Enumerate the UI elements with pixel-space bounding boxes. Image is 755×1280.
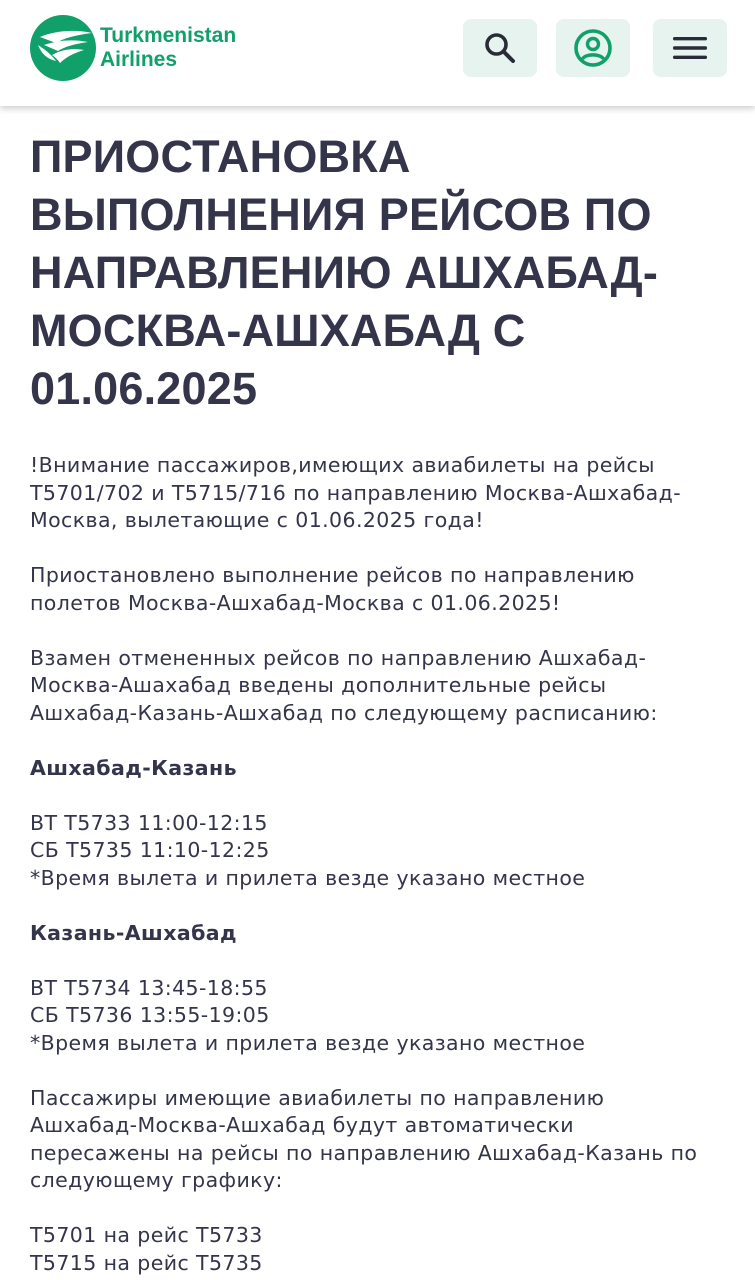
brand-logo[interactable]	[30, 15, 236, 81]
text-line: Т5701/702 и Т5715/716 по направлению Москва-Ашхабад-	[30, 480, 682, 505]
route2-schedule	[30, 975, 730, 1058]
menu-button[interactable]	[653, 19, 727, 77]
mapping-row: Т5701 на рейс Т5733	[30, 1223, 263, 1247]
account-button[interactable]	[556, 19, 630, 77]
menu-icon	[672, 33, 708, 63]
text-line: пересажены на рейсы по направлению Ашхабад-Казань по	[30, 1140, 698, 1165]
rebooking-paragraph	[30, 1085, 730, 1195]
route1-schedule	[30, 810, 730, 893]
brand-line-2: Airlines	[100, 48, 178, 71]
text-line: Приостановлено выполнение рейсов по направлению	[30, 563, 635, 587]
replacement-paragraph	[30, 645, 730, 728]
flight-row: СБ Т5735 11:10-12:25	[30, 838, 270, 862]
text-line: следующему графику:	[30, 1168, 283, 1192]
attention-paragraph	[30, 452, 730, 535]
airline-logo-icon	[30, 15, 96, 81]
flight-row: ВТ Т5734 13:45-18:55	[30, 975, 268, 1000]
article-body	[30, 452, 730, 1277]
search-icon	[482, 30, 518, 66]
rebooking-mapping	[30, 1222, 730, 1277]
text-line: Москва-Ашахабад введены дополнительные рейсы	[30, 673, 607, 697]
text-line: !Внимание пассажиров,имеющих авиабилеты на рейсы	[30, 453, 655, 477]
mapping-row: Т5715 на рейс Т5735	[30, 1250, 263, 1275]
text-line: полетов Москва-Ашхабад-Москва с 01.06.2025!	[30, 590, 561, 615]
time-note: *Время вылета и прилета везде указано местное	[30, 1030, 586, 1055]
route2-heading: Казань-Ашхабад	[30, 920, 237, 945]
route1-heading: Ашхабад-Казань	[30, 755, 237, 780]
site-header	[0, 0, 755, 106]
suspended-paragraph	[30, 562, 730, 617]
text-line: Ашхабад-Казань-Ашхабад по следующему расписанию:	[30, 700, 658, 725]
text-line: Пассажиры имеющие авиабилеты по направлению	[30, 1085, 605, 1110]
account-icon	[573, 28, 613, 68]
article	[30, 128, 730, 1277]
text-line: Взамен отмененных рейсов по направлению Ашхабад-	[30, 645, 647, 670]
flight-row: СБ Т5736 13:55-19:05	[30, 1003, 270, 1027]
page-title: ПРИОСТАНОВКА ВЫПОЛНЕНИЯ РЕЙСОВ ПО НАПРАВЛЕНИЮ АШХАБАД-МОСКВА-АШХАБАД С 01.06.2025	[30, 131, 659, 414]
time-note: *Время вылета и прилета везде указано местное	[30, 865, 586, 890]
flight-row: ВТ Т5733 11:00-12:15	[30, 810, 268, 835]
text-line: Ашхабад-Москва-Ашхабад будут автоматически	[30, 1113, 575, 1137]
search-button[interactable]	[463, 19, 537, 77]
text-line: Москва, вылетающие с 01.06.2025 года!	[30, 508, 484, 532]
brand-line-1: Turkmenistan	[100, 24, 237, 47]
brand-name	[100, 24, 236, 72]
